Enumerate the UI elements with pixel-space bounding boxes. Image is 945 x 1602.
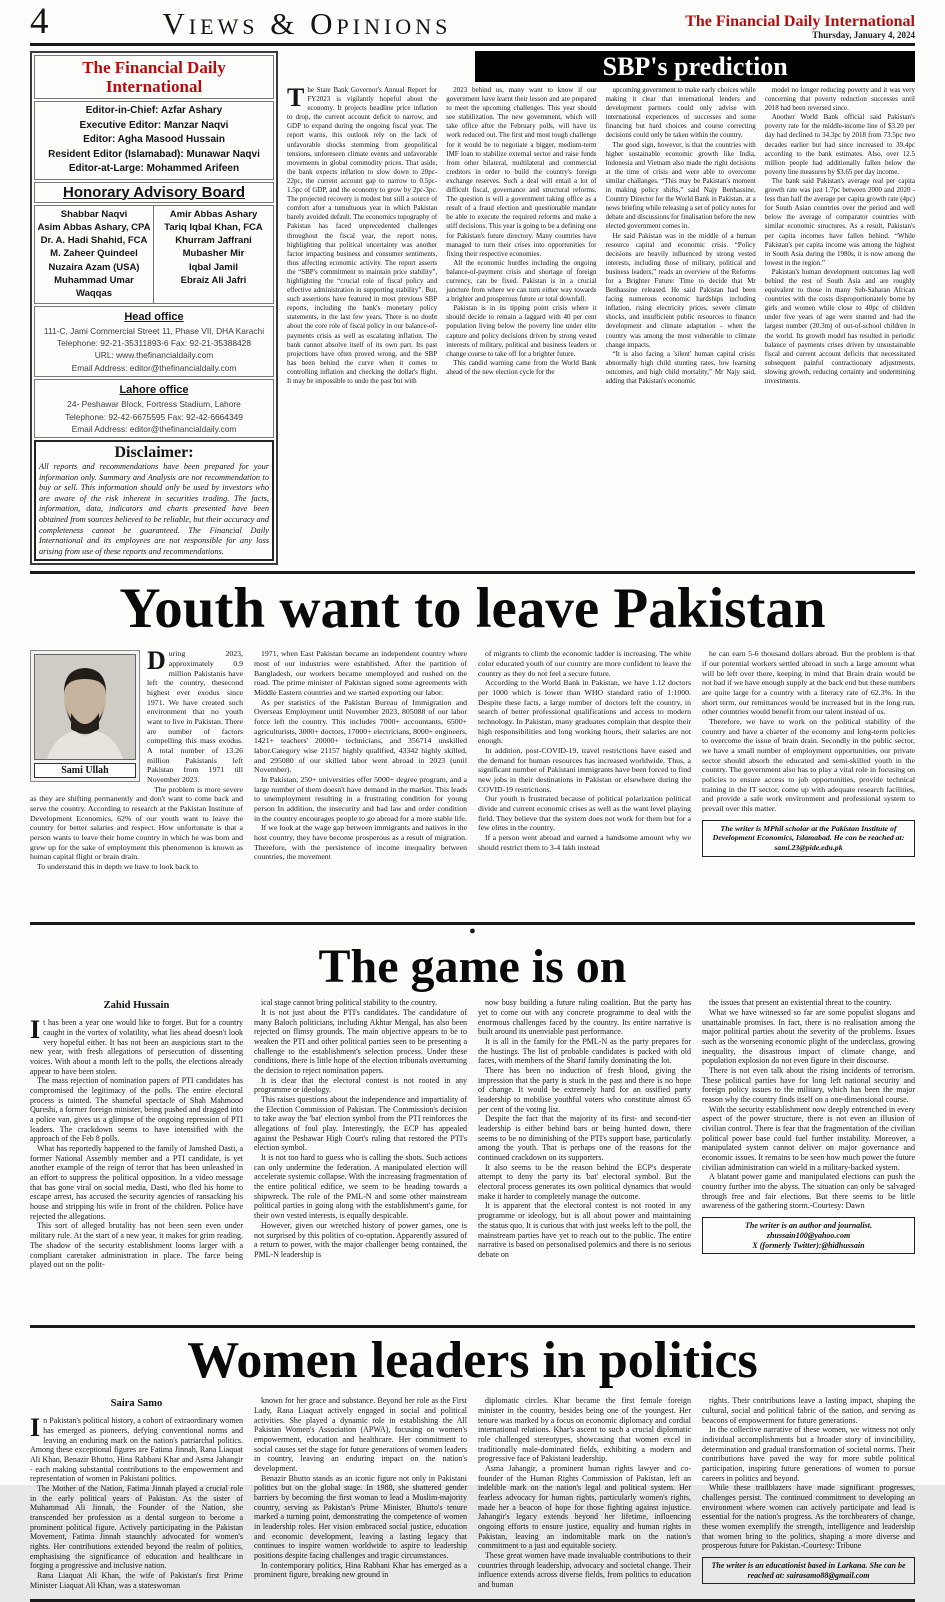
youth-column-2 bbox=[254, 649, 467, 917]
paragraph: If a person went abroad and earned a handsome amount why we should restrict them to 3-4 lakh instead bbox=[478, 832, 691, 852]
paragraph: Despite the fact that the majority of its first- and second-tier leadership is either behind bars or being hunted down, there seems to be no diminishing of the PTI's support base, particularly among the youth. That is perhaps one of the reasons for the continued crackdown on its supporters. bbox=[478, 1114, 691, 1163]
women-writer-credit bbox=[702, 1557, 915, 1584]
paragraph: If we look at the wage gap between immigrants and natives in the host country, they have become prosperous as a result of migration. Therefore, with the persistence of income inequality between countries, the movement bbox=[254, 823, 467, 862]
paragraph: All the economic hurdles including the ongoing balance-of-payment crisis and shortage of foreign currency, can be fixed. Pakistan is in a crucial juncture from where we can turn either way towards a brighter and prosperous future or total downfall. bbox=[446, 258, 597, 304]
lahore-office-lines bbox=[37, 398, 271, 435]
youth-column-3 bbox=[478, 649, 691, 917]
youth-headline: Youth want to leave Pakistan bbox=[119, 577, 826, 641]
game-column-1 bbox=[30, 998, 243, 1320]
women-column-4 bbox=[702, 1396, 915, 1594]
paragraph: There has been no induction of fresh blood, giving the impression that the party is stuck in the past and there is no hope of change. It would be extremely hard for an ossified party leadership to mobilise youthful voters who constitute almost 65 per cent of the voting list. bbox=[478, 1066, 691, 1114]
paragraph: Rana Liaquat Ali Khan, the wife of Pakistan's first Prime Minister Liaquat Ali Khan, was a stateswoman bbox=[30, 1571, 243, 1590]
sbp-column-3 bbox=[606, 86, 756, 565]
women-column-4-text bbox=[702, 1396, 915, 1551]
paragraph: upcoming government to make early choices while making it clear that international lenders and development partners could only advise with international experiences of successes and some financing but hard choices and course correcting decisions could only be taken within the country. bbox=[605, 86, 756, 140]
page-number: 4 bbox=[30, 1, 49, 42]
paragraph: Telephone: 92-21-35311893-6 Fax: 92-21-35388428 bbox=[56, 338, 251, 349]
paragraph: Another World Bank official said Pakistan's poverty rate for the middle-income line of $3.20 per day had declined to 34.3pc by 2018 from 73.5pc two decades earlier but had since increased to 39.4pc according to the bank estimates. Also, over 12.5 million people had additionally fallen below the poverty line measures by $3.65 per day income. bbox=[764, 113, 915, 176]
paragraph: As per statistics of the Pakistan Bureau of Immigration and Overseas Employment until November 2023, 805088 of our labor force left the country. This includes 7000+ accountants, 6500+ agriculturists, 3000+ doctors, 17000+ electricians, 8000+ engineers, 1421+ teachers' 20000+ technicians, and 356714 unskilled labor.Category wise 21157 highly qualified, 43342 highly skilled, and 295080 of our skilled labor went abroad in 2023 (until November). bbox=[254, 697, 467, 775]
game-column-3 bbox=[478, 998, 691, 1320]
section-title: Views & Opinions bbox=[162, 6, 452, 41]
paragraph: He said Pakistan was in the middle of a human resource capital and economic crisis. “Policy decisions are heavily influenced by strong vested interests, including those of military, political and business leaders,” reads an overview of the Reforms for a Brighter Future: Time to decide that Mr Benhassine released. He said Pakistan had been facing numerous economic hardships including inflation, rising electricity prices, severe climate shocks, and insufficient public resources to finance development and climate adaptation - when the country was among the most vulnerable to climate change impacts. bbox=[605, 231, 756, 349]
paragraph: of migrants to climb the economic ladder is increasing. The white color educated youth of our country are more confident to leave the country as they do not feel a secure future. bbox=[478, 649, 691, 678]
paragraph: The bank said Pakistan's average real per capita growth rate was just 1.7pc between 2000 and 2020 - less than half the average per capita growth rate (4pc) for South Asian countries over the period and well below the average of comparator countries with similar economic structures. As a result, Pakistan's per capita incomes have fallen behind. “While Pakistan's per capita income was among the highest in South Asia during the 1980s, it is now among the lowest in the region.” bbox=[764, 176, 915, 267]
youth-column-1 bbox=[30, 649, 243, 917]
paragraph: This sort of alleged brutality has not been seen even under military rule. At the start of a new year, it makes for grim reading. The shadow of the security establishment looms larger with a compliant caretaker administration in place. The farce being played out on the polit- bbox=[30, 1221, 243, 1270]
paragraph: In contemporary politics, Hina Rabbani Khar has emerged as a prominent figure, breaking new ground in bbox=[254, 1560, 467, 1580]
paragraph: In addition, post-COVID-19, travel restrictions have eased and the demand for human resources has increased worldwide. Thus, a significant number of Pakistani immigrants have been forced to find new jobs in their destinations in Pakistan or elsewhere during the COVID-19 restrictions. bbox=[478, 745, 691, 794]
masthead-box bbox=[30, 51, 278, 565]
paragraph: Editor-at-Large: Mohammed Arifeen bbox=[68, 163, 240, 174]
sbp-column-2 bbox=[446, 86, 596, 565]
article-youth bbox=[30, 574, 915, 925]
paragraph: 24- Peshawar Block, Fortress Stadium, Lahore bbox=[67, 399, 241, 410]
advisory-board bbox=[34, 205, 274, 304]
paragraph: The good sign, however, is that the countries with higher sustainable economic growth like India, Indonesia and Vietnam also made the right decisions at the time of crisis and were able to overcome similar challanges. “This may be Pakistan's moment in making policy shifts,” said Najy Benhassine, Country Director for the World Bank in Pakistan, at a news briefing while releasing a set of policy notes for debate and discussions for finalisation before the new elected government comes in. bbox=[605, 140, 756, 231]
paragraph: Shabbar Naqvi bbox=[60, 208, 128, 220]
paragraph: To understand this in depth we have to look back to bbox=[37, 861, 198, 871]
paragraph: It is all in the family for the PML-N as the party prepares for the hustings. The list of probable candidates is packed with old faces, with members of the Sharif family dominating the lot. bbox=[478, 1037, 691, 1066]
paragraph: Therefore, we have to work on the political stability of the country and have a charter of the economy and long-term policies to overcome the issue of brain drain. Secondly in the public sector, we have a small number of employment opportunities, our private sector should absorb the educated and semi-skilled youth in the country. The government also has to play a vital role in focusing on policies to ensure access to job opportunities, provide technical training in the IT sector, come up with adequate research facilities, and provide a safe work environment and professional system to prevail over this matter. bbox=[702, 716, 915, 813]
brand-name: The Financial Daily International bbox=[685, 13, 915, 30]
paragraph: 1971, when East Pakistan became an independent country where most of our industries were established. After the partition of Bangladesh, our workers became unemployed and rushed on the road. The prime minister of Pakistan signed some agreements with Middle Eastern countries and we started exporting our labor. bbox=[254, 649, 467, 697]
game-column-1-text bbox=[30, 1015, 243, 1270]
paragraph: model no longer reducing poverty and it was very concerning that poverty reduction successes until 2018 had been reversed since. bbox=[764, 86, 915, 113]
game-headline: The game is on bbox=[318, 940, 627, 994]
youth-column-4-text bbox=[702, 649, 915, 813]
paragraph: Email Address: editor@thefinancialdaily.com bbox=[71, 362, 237, 373]
paragraph: In Pakistan's political history, a cohort of extraordinary women has emerged as pioneers, defying conventional norms and leaving an enduring mark on the nation's patriarchal politics. Among these exceptional figures are Fatima Jinnah, Rana Liaquat Ali Khan, Benazir Bhutto, Hina Rabbani Khar and Asma Jahangir - each making substantial contributions to the empowerment and representation of women in Pakistani politics. bbox=[30, 1413, 243, 1484]
women-column-1 bbox=[30, 1396, 243, 1594]
paragraph: Iqbal Jamil bbox=[188, 261, 239, 273]
paragraph: Telephone: 92-42-6675595 Fax: 92-42-6664349 bbox=[65, 411, 243, 422]
page-header bbox=[30, 1, 915, 46]
women-column-1-text bbox=[30, 1413, 243, 1590]
paragraph: now busy building a future ruling coalition. But the party has yet to come out with any concrete programme to deal with the enormous challenges faced by the country. Its entire narrative is built around its unenviable past performance. bbox=[478, 998, 691, 1037]
disclaimer-block bbox=[34, 440, 274, 561]
disclaimer-text: All reports and recommendations have been prepared for your information only. Summary and Analysis are not recommendation to buy or sell. This information should only be used by investors who are aware of the risk inherent in securities trading. The facts, information, data, indicators and charts presented have been obtained from sources believed to be reliable, but their accuracy and completeness cannot be guaranteed. The Financial Daily International and its employees are not responsible for any loss arising from use of these reports and recommendations. bbox=[39, 461, 269, 556]
advisory-board-title: Honorary Advisory Board bbox=[34, 182, 274, 203]
sbp-column-1 bbox=[287, 86, 437, 565]
paragraph: Resident Editor (Islamabad): Munawar Naqvi bbox=[48, 148, 260, 160]
paragraph: Benazir Bhutto stands as an iconic figure not only in Pakistani politics but on the global stage. In 1988, she shattered gender barriers by becoming the first woman to lead a Muslim-majority country, serving as Pakistan's Prime Minister. Bhutto's tenure marked a turning point, demonstrating the competence of women in leadership roles. Her vision embraced social justice, education and economic development, leaving a lasting legacy that continues to inspire women worldwide to aspire to leadership positions despite facing challenges and tragic circumstances. bbox=[254, 1473, 467, 1561]
paragraph: During 2023, approximately 0.9 million Pakistanis have left the country, thesecond highest ever exodus since 1971. We have created such environment that no youth want to live in Pakistan. There are number of factors compelling this mass exodus. A total number of 13.26 million Pakistanis left Pakistan from 1971 till November 2023. bbox=[147, 649, 243, 784]
paragraph: Pakistan's human development outcomes lag well behind the rest of South Asia and are roughly equivalent to those in many Sub-Saharan African countries with the costs disproportionately borne by girls and women while close to 40pc of children under five years of age were stunted and had the largest number (20.3m) of out-of-school children in the world. Its growth model has resulted in periodic balance of payments crises driven by unsustainable fiscal and current account deficits that necessitated subsequent painful contractionary adjustments, slowing growth, reducing certainty and undermining investments. bbox=[764, 267, 915, 385]
paragraph: While these trailblazers have made significant progresses, challenges persist. The continued commitment to developing an environment where women can actively participate and lead is essential for the nation's progress. As the torchbearers of change, these women exemplify the strength, intelligence and leadership that women bring to the politics, shaping a more diverse and prosperous future for Pakistan.-Courtesy: Tribune bbox=[702, 1483, 915, 1551]
head-office-block bbox=[34, 306, 274, 377]
paragraph: It is not too hard to guess who is calling the shots. Such actions can only undermine the federation. A manipulated election will accelerate systemic collapse. With the increasing fragmentation of the entire political edifice, we seem to be heading towards a shipwreck. The role of the PML-N and some other mainstream political parties in going along with the establishment's game, for their own vested interests, is equally despicable. bbox=[254, 1153, 467, 1221]
article-women bbox=[30, 1328, 915, 1602]
author-photo bbox=[34, 654, 136, 760]
women-body bbox=[30, 1396, 915, 1594]
author-name: Sami Ullah bbox=[34, 763, 136, 778]
paragraph: Khurram Jaffrani bbox=[175, 235, 252, 247]
women-column-2 bbox=[254, 1396, 467, 1594]
paragraph: “It is also facing a 'silent' human capital crisis: abnormally high child stunting rates, low learning outcomes, and high child mortality,” Mr Najy said, adding that Pakistan's economic bbox=[605, 349, 756, 385]
lahore-office-block bbox=[34, 379, 274, 438]
lahore-office-title: Lahore office bbox=[119, 383, 189, 396]
paragraph: The writer is an author and journalist. bbox=[745, 1221, 872, 1231]
game-author: Zahid Hussain bbox=[103, 1000, 170, 1012]
paragraph: It is apparent that the electoral contest is not rooted in any programme or ideology, but is all about power and maintaining the status quo. It is curious that with just weeks left to the poll, the mainstream parties have yet to reach out to the public. The entire narrative is based on personalised polemics and there is no serious debate on bbox=[478, 1201, 691, 1259]
youth-column-4 bbox=[702, 649, 915, 917]
paragraph: rights. Their contributions leave a lasting impact, shaping the cultural, social and political fabric of the nation, and serving as beacons of empowerment for future generations. bbox=[702, 1396, 915, 1425]
paragraph: The mass rejection of nomination papers of PTI candidates has compromised the legitimacy of the polls. The entire electoral process is tainted. The shameful spectacle of Shah Mahmood Qureshi, a former foreign minister, being pushed and dragged into a police van, gives us a glimpse of the ongoing repression of PTI leaders. The crackdown seems to have intensified with the approach of the Feb 8 polls. bbox=[30, 1076, 243, 1144]
article-game bbox=[30, 939, 915, 1328]
paragraph: Ebraiz Ali Jafri bbox=[180, 274, 247, 286]
paragraph: It has been a year one would like to forget. But for a country caught in the vortex of volatility, what lies ahead doesn't look very hopeful either. It has not been an auspicious start to the new year, with fresh allegations of persecution of dissenting voices. With about a month left to the polls, the elections already appear to have been stolen. bbox=[30, 1015, 243, 1076]
paragraph: known for her grace and substance. Beyond her role as the First Lady, Rana Liaquat actively engaged in social and political activities. She played a dynamic role in establishing the All Pakistan Women's Association (APWA), focusing on women's empowerment, education and healthcare. Her commitment to social causes set the stage for future generations of women leaders in country, leaving an enduring impact on the nation's development. bbox=[254, 1396, 467, 1474]
advisory-right-column bbox=[154, 206, 273, 303]
section-divider-dot: ● bbox=[469, 925, 476, 938]
paragraph: Editor-in-Chief: Azfar Ashary bbox=[85, 105, 223, 116]
paragraph: zhussain100@yahoo.com bbox=[766, 1230, 851, 1240]
paragraph: Asma Jahangir, a prominent human rights lawyer and co-founder of the Human Rights Commission of Pakistan, left an indelible mark on the nation's legal and political system. Her fearless advocacy for human rights, particularly women's rights, made her a beacon of hope for those fighting against injustice. Jahangir's legacy extends beyond her lifetime, influencing ongoing efforts to ensure justice, equality and human rights in Pakistan, leaving an indomitable mark on the nation's commitment to a just and equitable society. bbox=[478, 1464, 691, 1551]
paragraph: According to the World Bank in Pakistan, we have 1.12 doctors per 1000 which is lower than WHO standard ratio of 1:1000. Despite these facts, a large number of doctors left the country, in search of better professional qualifications and access to modern technology. In Pakistan, many graduates complain that despite their high responsibilities and long working hours, their salaries are not enough. bbox=[478, 678, 691, 746]
paragraph: The writer is MPhil scholar at the Pakistan Institute of Development Economics, Islamabad. He can be reached at: sami.23@pide.edu.pk bbox=[712, 823, 905, 852]
youth-writer-credit bbox=[702, 820, 915, 857]
paragraph: URL: www.thefinancialdaily.com bbox=[94, 350, 214, 361]
paragraph: The problem is more severe as they are shifting permanently and don't want to come back and serve the country. According to research at the Pakistan Institute of Development Economics, 62% of our youth want to leave the country for better salaries and respect. How unfortunate is that a person wants to leave their home country in which he was born and grew up for the sake of employment this phenomenon is known as human capital flight or brain drain. bbox=[30, 784, 243, 862]
article-sbp-prediction bbox=[287, 51, 915, 565]
paragraph: Pakistan is in its tipping point crisis where it should decide to remain a laggard with 40 per cent population living below the poverty line under elite capture and policy decisions driven by strong vested interests of military, political and business leaders or change course to take off for a brighter future. bbox=[446, 304, 597, 358]
issue-date: Thursday, January 4, 2024 bbox=[812, 30, 915, 40]
head-office-title: Head office bbox=[124, 310, 184, 323]
paragraph: These great women have made invaluable contributions to their countries through leadership, advocacy and societal change. Their influence extends across diverse fields, from politics to education and human bbox=[478, 1551, 691, 1590]
game-column-4-text bbox=[702, 998, 915, 1211]
paragraph: Email Address: editor@thefinancialdaily.com bbox=[71, 423, 237, 434]
paragraph: It is clear that the electoral contest is not rooted in any programme or ideology. bbox=[254, 1075, 467, 1095]
paragraph: What has reportedly happened to the family of Jamshed Dasti, a former National Assembly member and a PTI candidate, is yet another example of the reign of terror that has been unleashed in an effort to suppress the political opposition. In a video message that has gone viral on social media, Dasti, who fled his home to escape arrest, has accused the security agencies of ransacking his house and stripping his wife in front of the children. Police have rejected the allegations. bbox=[30, 1144, 243, 1221]
paragraph: Dr. A. Hadi Shahid, FCA bbox=[40, 235, 148, 247]
game-writer-credit bbox=[702, 1217, 915, 1254]
head-office-lines bbox=[37, 325, 271, 374]
disclaimer-title: Disclaimer: bbox=[114, 443, 194, 461]
paragraph: This raises questions about the independence and impartiality of the Election Commission of Pakistan. The Commission's decision to take away the 'bat' election symbol from the PTI reinforces the allegations of foul play. Interestingly, the ECP has appealed against the Peshawar High Court's ruling that restored the PTI's election symbol. bbox=[254, 1095, 467, 1153]
paragraph: he can earn 5-6 thousand dollars abroad. But the problem is that if our potential workers settled abroad in such a large amount what will be left over there, keeping in mind that Brain drain would be not bad if we have enough supply at the back end but these numbers are quite large for a country with a literacy rate of 62.3%. In the short term, our remittances would be increased but in the long run, other countries would benefit from our talent instead of us. bbox=[702, 649, 915, 717]
game-column-4 bbox=[702, 998, 915, 1320]
game-body bbox=[30, 998, 915, 1320]
sbp-headline: SBP's prediction bbox=[475, 51, 915, 82]
game-column-2 bbox=[254, 998, 467, 1320]
brand-block bbox=[685, 13, 915, 40]
paragraph: ical stage cannot bring political stability to the country. bbox=[261, 998, 438, 1008]
sbp-column-4 bbox=[765, 86, 915, 565]
top-section bbox=[30, 46, 915, 574]
paragraph: M. Zaheer Quindeel bbox=[50, 248, 138, 260]
paragraph: In the collective narrative of these women, we witness not only individual accomplishments but a broader story of invincibility, determination and gradual transformation of societal norms. Their contributions have paved the way for more subtle political participation, inspiring future generations of women to pursue careers in politics and beyond. bbox=[702, 1425, 915, 1483]
paragraph: Our youth is frustrated because of political polarization political divide and current economic crises as well as the want level playing field. They believe that the system does not work for them but for a few elites in the country. bbox=[478, 794, 691, 833]
paragraph: X (formerly Twitter):@hidhussain bbox=[752, 1240, 865, 1250]
paragraph: Muhammad Umar Waqqas bbox=[54, 274, 134, 300]
paragraph: It also seems to be the reason behind the ECP's desperate attempt to deny the party its 'bat' electoral symbol. But the electoral process generates its own political dynamics that would make it harder to completely manage the outcome. bbox=[478, 1162, 691, 1201]
paragraph: the issues that present an existential threat to the country. bbox=[709, 998, 892, 1008]
advisory-left-column bbox=[35, 206, 154, 303]
paragraph: In Pakistan, 250+ universities offer 5000+ degree program, and a large number of them doesn't have demand in the market. This leads to unemployment resulting in a frustrating condition for young person In addition, the insecurity and bad law and order condition in the country encourages people to go abroad for a more stable life. bbox=[254, 774, 467, 823]
paragraph: Executive Editor: Manzar Naqvi bbox=[79, 119, 229, 131]
paragraph: The Mother of the Nation, Fatima Jinnah played a crucial role in the early political years of Pakistan. As the sister of Muhammad Ali Jinnah, the Founder of the Nation, she transcended her profession as a dental surgeon to become a prominent political figure. Actively participating in the Pakistan Movement, Fatima Jinnah staunchly advocated for women's rights. Her contributions extended beyond the realm of politics, emphasising the significance of education and healthcare in forging a progressive and inclusive nation. bbox=[30, 1484, 243, 1571]
women-column-3 bbox=[478, 1396, 691, 1594]
paragraph: diplomatic circles. Khar became the first female foreign minister in the country, besides being one of the youngest. Her tenure was marked by a focus on economic diplomacy and cordial international relations. Khar's ascent to such a crucial diplomatic role challenged stereotypes, showcasing that women excel in traditionally male-dominated fields, exhibiting a modern and progressive face of Pakistani leadership. bbox=[478, 1396, 691, 1464]
paragraph: What we have witnessed so far are some populist slogans and unattainable promises. In fact, there is no realisation among the major political parties about the severity of the problems. Issues such as the worsening economic plight of the underclass, growing inequality, the disastrous impact of climate change, and population explosion do not even figure in their discourse. bbox=[702, 1008, 915, 1066]
paragraph: This candid warning came from the World Bank ahead of the new election cycle for the bbox=[446, 358, 597, 376]
paragraph: 2023 behind us, many want to know if our government have learnt their lesson and are prepared to meet the upcoming challenges. This year should see stabilization. The new government, which will take office after the February polls, will have its work reduced out. The first and most tough challenge for it would be to negotiate a bigger, medium-term IMF loan to stabilize external sector and raise funds from other bilateral, multilateral and commercial creditors in order to build the country's foreign exchange reserves. Such a deal will entail a lot of difficult fiscal, governance and structural reforms. The question is will a government taking office as a result of a fraud election and questionable mandate be able to execute the required reforms and make a stiff decisions. This year is going to be a defining one for Pakistan's future directory. Many countries have managed to turn their crises into opportunities for fixing their respective economies. bbox=[446, 86, 597, 258]
women-headline: Women leaders in politics bbox=[187, 1332, 758, 1390]
paragraph: The State Bank Governor's Annual Report for FY2023 is vigilantly hopeful about the economy. It projects headline price inflation to drop, the current account deficit to narrow, and GDP to expand during the ongoing fiscal year. The report warns, this outlook rely on the lack of unfavorable shocks stemming from geopolitical tensions, unforeseen climate events and unfavorable movements in global commodity prices. That aside, the bank expects inflation to slow down to 20pc-22pc, the current account gap to narrow to 0.5pc-1.5pc of GDP, and the economy to grow by 2pc-3pc. The projected recovery is modest but still a source of comfort after a tumultuous year in which Pakistan barely avoided default. The economics topography of Pakistan has faced unprecedented challenges throughout the fiscal year, the report notes, highlighting that political uncertainty was another factor impacting business and consumer sentiments, thus affecting economic activity. The report asserts the “SBP's commitment to maintain price stability”, highlighting the “crucial role of fiscal policy and effective administration in supporting stability”. But, such assertions have featured in most previous SBP reports, including the bank's monetary policy statements, in the last few years. There is no doubt about the core role of fiscal policy in our balance-of-payments crisis as well as escalating inflation. The bank cannot absolve itself of its own part. Its past projections have often proved wrong, and the SBP has been behind the curve when it comes to controlling inflation and checking the dollar's flight. It may be impossible to undo the past but with bbox=[287, 86, 438, 385]
sbp-body bbox=[287, 86, 915, 565]
paragraph: The writer is an educationist based in Larkana. She can be reached at: sairasamo88@gmail.com bbox=[711, 1561, 906, 1580]
paragraph: 111-C, Jami Commercial Street 11, Phase VII, DHA Karachi bbox=[43, 326, 265, 337]
editors-list bbox=[34, 101, 274, 180]
women-author: Saira Samo bbox=[110, 1398, 163, 1410]
paragraph: A blatant power game and manipulated elections can push the country further into the abyss. The situation can only be salvaged through free and fair elections. But there seems to be little awareness of the gathering storm.-Courtesy: Dawn bbox=[702, 1172, 915, 1211]
author-photo-box bbox=[30, 650, 140, 782]
paragraph: Amir Abbas Ashary bbox=[169, 208, 258, 220]
paragraph: There is not even talk about the rising incidents of terrorism. These political parties have for long left national security and foreign policy issues to the military, which has been the major reason why the country finds itself on a one-dimensional course. bbox=[702, 1066, 915, 1105]
youth-body bbox=[30, 649, 915, 917]
paragraph: It is not just about the PTI's candidates. The candidature of many Baloch politicians, including Akhtar Mengal, has also been rejected on flimsy grounds. The main objective appears to be to weaken the PTI and other political parties seen to be presenting a challenge to the establishment's selection process. Under these conditions, there is little hope of the election tribunals overturning the decision to reject nomination papers. bbox=[254, 1008, 467, 1076]
paragraph: Tariq Iqbal Khan, FCA bbox=[164, 221, 263, 233]
masthead-title: The Financial Daily International bbox=[34, 55, 274, 99]
paragraph: However, given our wretched history of power games, one is not surprised by this politics of co-optation. Apparently assured of a return to power, with the major challenger being contained, the PML-N leadership is bbox=[254, 1220, 467, 1259]
paragraph: Nuzaira Azam (USA) bbox=[48, 261, 140, 273]
paragraph: With the security establishment now deeply entrenched in every aspect of the power structure, there is not even an illusion of civilian control. There is fear that the fragmentation of the civilian political power base could fuel further instability. Moreover, a manipulated system cannot deliver on major governance and economic issues. It remains to be seen how much power the future civilian administration can wield in a military-backed system. bbox=[702, 1104, 915, 1172]
paragraph: Asim Abbas Ashary, CPA bbox=[37, 221, 151, 233]
paragraph: Mubasher Mir bbox=[182, 248, 245, 260]
paragraph: Editor: Agha Masood Hussain bbox=[83, 134, 225, 145]
